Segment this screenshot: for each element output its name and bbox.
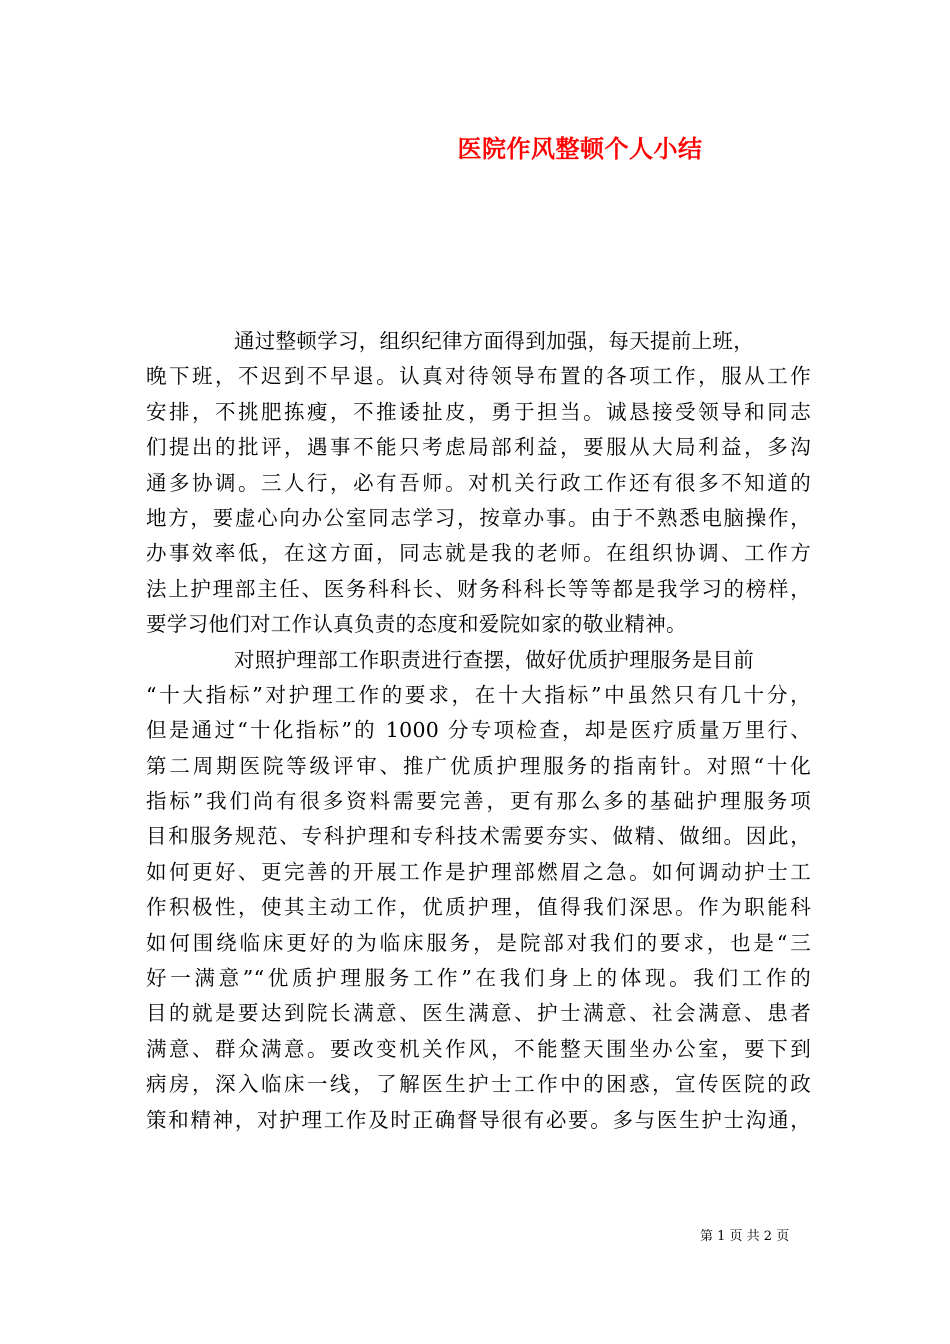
paragraph-line: 安排，不挑肥拣瘦，不推诿扯皮，勇于担当。诚恳接受领导和同志 — [146, 399, 811, 424]
paragraph-line: 对照护理部工作职责进行查摆，做好优质护理服务是目前 — [234, 647, 754, 672]
paragraph-line: 病房，深入临床一线，了解医生护士工作中的困惑，宣传医院的政 — [146, 1072, 811, 1097]
document-body — [146, 324, 811, 1138]
paragraph-line: 如何更好、更完善的开展工作是护理部燃眉之急。如何调动护士工 — [146, 859, 811, 884]
paragraph-line: 目和服务规范、专科护理和专科技术需要夯实、做精、做细。因此， — [146, 824, 811, 849]
paragraph-line: 们提出的批评，遇事不能只考虑局部利益，要服从大局利益，多沟 — [146, 435, 811, 460]
paragraph-line: 作积极性，使其主动工作，优质护理，值得我们深思。作为职能科 — [146, 895, 811, 920]
paragraph-line: 要学习他们对工作认真负责的态度和爱院如家的敬业精神。 — [146, 612, 687, 637]
paragraph-line: 第二周期医院等级评审、推广优质护理服务的指南针。对照“十化 — [146, 753, 811, 778]
paragraph-line: 地方，要虚心向办公室同志学习，按章办事。由于不熟悉电脑操作， — [146, 505, 811, 530]
paragraph-line: 指标”我们尚有很多资料需要完善，更有那么多的基础护理服务项 — [146, 789, 811, 814]
page-number: 第 1 页 共 2 页 — [700, 1229, 790, 1244]
paragraph-line: 好一满意”“优质护理服务工作”在我们身上的体现。我们工作的 — [146, 966, 811, 991]
paragraph-line: 通多协调。三人行，必有吾师。对机关行政工作还有很多不知道的 — [146, 470, 811, 495]
paragraph-line: 策和精神，对护理工作及时正确督导很有必要。多与医生护士沟通， — [146, 1107, 811, 1132]
paragraph-line: “十大指标”对护理工作的要求，在十大指标”中虽然只有几十分， — [146, 682, 811, 707]
paragraph-line: 法上护理部主任、医务科科长、财务科科长等等都是我学习的榜样， — [146, 576, 811, 601]
paragraph-line: 晚下班，不迟到不早退。认真对待领导布置的各项工作，服从工作 — [146, 364, 811, 389]
document-title: 医院作风整顿个人小结 — [457, 134, 703, 163]
paragraph-line: 如何围绕临床更好的为临床服务，是院部对我们的要求，也是“三 — [146, 930, 811, 955]
paragraph-line: 办事效率低，在这方面，同志就是我的老师。在组织协调、工作方 — [146, 541, 811, 566]
paragraph-line: 但是通过“十化指标”的 1000 分专项检查，却是医疗质量万里行、 — [146, 718, 811, 743]
paragraph-line: 通过整顿学习，组织纪律方面得到加强，每天提前上班， — [234, 329, 754, 353]
paragraph-line: 目的就是要达到院长满意、医生满意、护士满意、社会满意、患者 — [146, 1001, 811, 1026]
paragraph-line: 满意、群众满意。要改变机关作风，不能整天围坐办公室，要下到 — [146, 1036, 811, 1061]
